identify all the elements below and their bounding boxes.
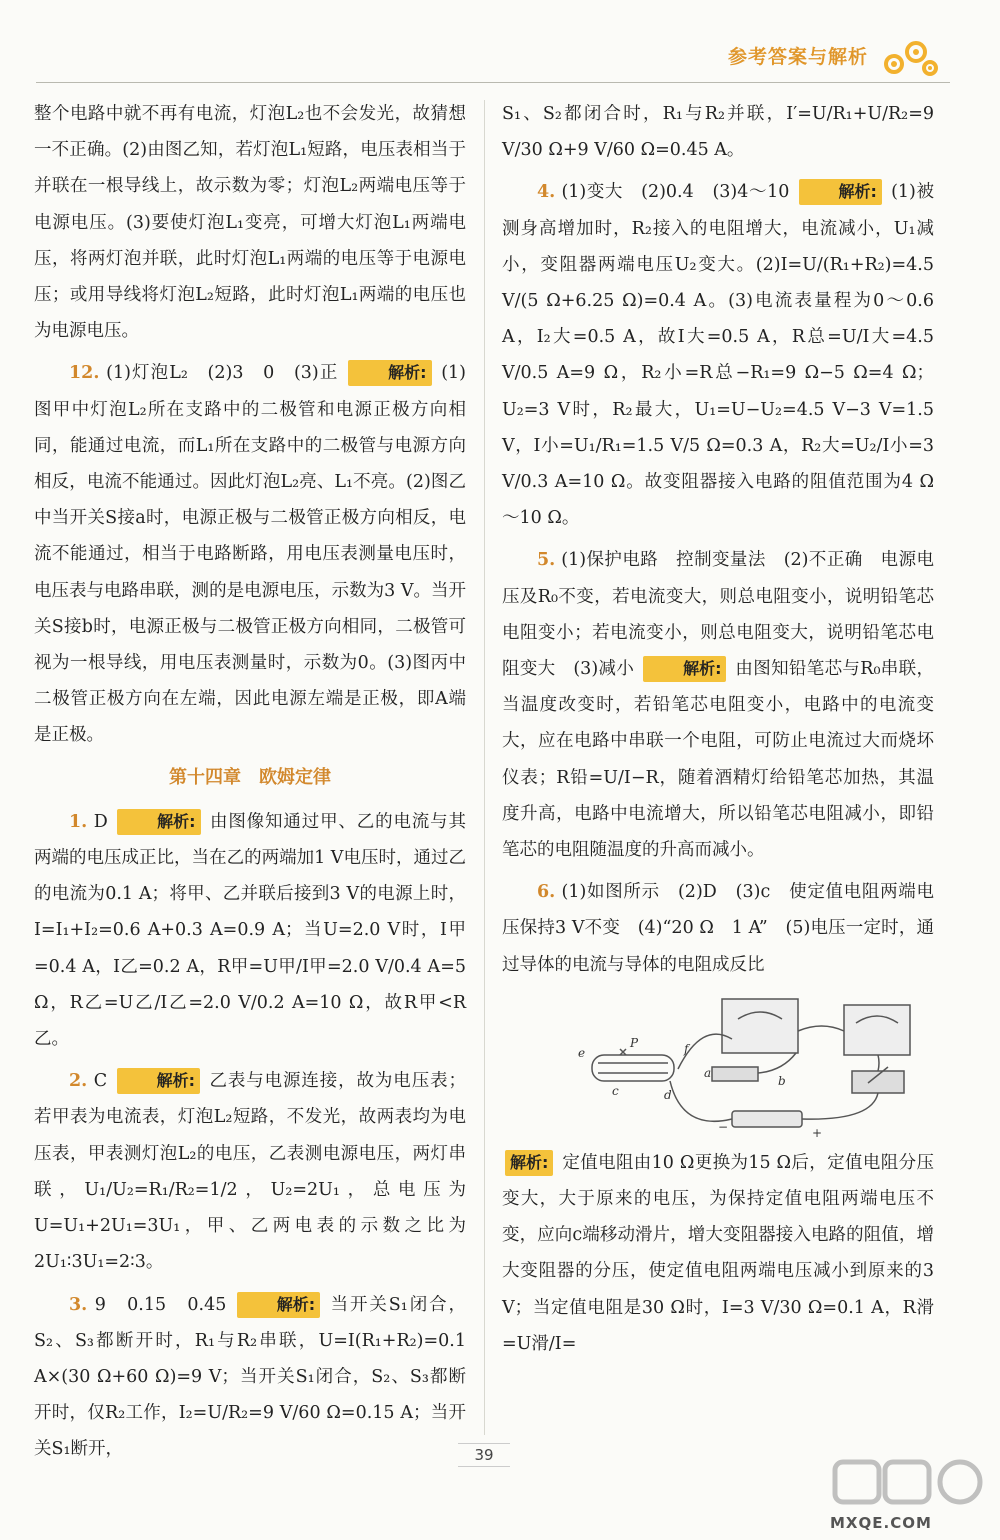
paragraph-continued: 整个电路中就不再有电流，灯泡L₂也不会发光，故猜想一不正确。(2)由图乙知，若灯泡L₁短路，电压表相当于并联在一根导线上，故示数为零；灯泡L₂两端电压等于电源电压。(3)要使灯泡L₁变亮，可增大灯泡L₁两端电压，将两灯泡并联，此时灯泡L₁两端的电压等于电源电压；或用导线将灯泡L₂短路，此时灯泡L₁两端的电压也为电源电压。 xyxy=(34,104,466,342)
right-column xyxy=(502,96,934,1368)
chapter-title: 第十四章 欧姆定律 xyxy=(169,766,331,788)
terminal-label-a: a xyxy=(704,1065,712,1080)
question-number: 2. xyxy=(69,1071,88,1092)
analysis-text: 定值电阻由10 Ω更换为15 Ω后，定值电阻分压变大，大于原来的电压，为保持定值电阻两端电压不变，应向c端移动滑片，增大变阻器接入电路的阻值，增大变阻器的分压，使定值电阻两端电压减小到原来的3 V；当定值电阻是30 Ω时，I=3 V/30 Ω=0.1 A，R滑=U滑/I= xyxy=(502,1152,934,1354)
analysis-badge: 解析: xyxy=(643,656,726,682)
answer: D xyxy=(93,811,108,832)
question-3 xyxy=(34,1287,466,1468)
analysis-text: (1)图甲中灯泡L₂所在支路中的二极管和电源正极方向相同，能通过电流，而L₁所在支路中的二极管与电源方向相反，电流不能通过。因此灯泡L₂亮、L₁不亮。(2)图乙中当开关S接a时，电源正极与二极管正极方向相反，电流不能通过，相当于电路断路，用电压表测量电压时，电压表与电路串联，测的是电源电压，示数为3 V。当开关S接b时，电源正极与二极管正极方向相同，二极管可视为一根导线，用电压表测量时，示数为0。(3)图丙中二极管正极方向在左端，因此电源左端是正极，即A端是正极。 xyxy=(34,363,466,746)
analysis-badge: 解析: xyxy=(799,179,882,205)
question-5 xyxy=(502,542,934,868)
analysis-text: (1)被测身高增加时，R₂接入的电阻增大，电流减小，U₁减小，变阻器两端电压U₂变大。(2)I=U/(R₁+R₂)=4.5 V/(5 Ω+6.25 Ω)=0.4 A。(3)电流表量程为0～0.6 A，I₂大=0.5 A，故I大=0.5 A，R总=U/I大=4.5 V/0.5 A=9 Ω，R₂小=R总−R₁=9 Ω−5 Ω=4 Ω；U₂=3 V时，R₂最大，U₁=U−U₂=4.5 V−3 V=1.5 V，I小=U₁/R₁=1.5 V/5 Ω=0.3 A，R₂大=U₂/I小=3 V/0.3 A=10 Ω。故变阻器接入电路的阻值范围为4 Ω～10 Ω。 xyxy=(502,182,934,529)
left-column xyxy=(34,96,466,1474)
watermark-site: MXQE.COM xyxy=(830,1514,932,1532)
answer: (1)保护电路 控制变量法 (2)不正确 电源电压及R₀不变，若电流变大，则总电阻变小，说明铅笔芯电阻变小；若电流变小，则总电阻变大，说明铅笔芯电阻变大 (3)减小 xyxy=(502,550,934,680)
question-number: 12. xyxy=(69,363,100,384)
column-divider xyxy=(484,100,485,1435)
question-number: 3. xyxy=(69,1294,88,1315)
page-number: 39 xyxy=(458,1443,510,1467)
header-rule xyxy=(36,82,950,83)
battery-minus-label: − xyxy=(718,1119,729,1134)
terminal-label-b: b xyxy=(778,1073,786,1088)
watermark-logo xyxy=(740,1456,990,1536)
answer: (1)灯泡L₂ (2)3 0 (3)正 xyxy=(106,363,339,384)
question-2 xyxy=(34,1063,466,1280)
paragraph-continued: S₁、S₂都闭合时，R₁与R₂并联，I′=U/R₁+U/R₂=9 V/30 Ω+9 V/60 Ω=0.45 A。 xyxy=(502,104,934,161)
circuit-diagram xyxy=(572,991,912,1141)
question-4 xyxy=(502,174,934,536)
terminal-label-f: f xyxy=(684,1041,689,1056)
answer: (1)变大 (2)0.4 (3)4～10 xyxy=(561,182,790,203)
question-12 xyxy=(34,355,466,753)
question-number: 6. xyxy=(537,882,556,903)
question-number: 1. xyxy=(69,811,88,832)
gears-icon xyxy=(880,36,940,78)
terminal-label-d: d xyxy=(664,1087,672,1102)
analysis-text: 由图知铅笔芯与R₀串联，当温度改变时，若铅笔芯电阻变小，电路中的电流变大，应在电路中串联一个电阻，可防止电流过大而烧坏仪表；R铅=U/I−R，随着酒精灯给铅笔芯加热，其温度升高，电路中电流增大，所以铅笔芯电阻减小，即铅笔芯的电阻随温度的升高而减小。 xyxy=(502,659,934,861)
analysis-badge: 解析: xyxy=(505,1150,553,1176)
question-number: 5. xyxy=(537,550,556,571)
page-header-title: 参考答案与解析 xyxy=(728,46,869,68)
question-6-analysis xyxy=(502,1145,934,1362)
question-6 xyxy=(502,874,934,983)
analysis-text: 当开关S₁闭合，S₂、S₃都断开时，R₁与R₂串联，U=I(R₁+R₂)=0.1 A×(30 Ω+60 Ω)=9 V；当开关S₁闭合，S₂、S₃都断开时，仅R₂工作，I₂=U/R₂=9 V/60 Ω=0.15 A；当开关S₁断开， xyxy=(34,1294,466,1460)
analysis-badge: 解析: xyxy=(117,1068,200,1094)
analysis-badge: 解析: xyxy=(348,360,431,386)
question-1 xyxy=(34,804,466,1057)
analysis-badge: 解析: xyxy=(237,1292,320,1318)
question-number: 4. xyxy=(537,182,556,203)
slider-label-p: P xyxy=(630,1035,639,1050)
terminal-label-c: c xyxy=(612,1083,619,1098)
analysis-text: 由图像知通过甲、乙的电流与其两端的电压成正比，当在乙的两端加1 V电压时，通过乙的电流为0.1 A；将甲、乙并联后接到3 V的电源上时，I=I₁+I₂=0.6 A+0.3 A=0.9 A；当U=2.0 V时，I甲=0.4 A，I乙=0.2 A，R甲=U甲/I甲=2.0 V/0.4 A=5 Ω，R乙=U乙/I乙=2.0 V/0.2 A=10 Ω，故R甲<R乙。 xyxy=(34,811,466,1050)
answer: (1)如图所示 (2)D (3)c 使定值电阻两端电压保持3 V不变 (4)“20 Ω 1 A” (5)电压一定时，通过导体的电流与导体的电阻成反比 xyxy=(502,882,934,975)
battery-plus-label: + xyxy=(812,1125,823,1140)
answer: 9 0.15 0.45 xyxy=(94,1294,227,1315)
answer: C xyxy=(93,1071,108,1092)
analysis-text: 乙表与电源连接，故为电压表；若甲表为电流表，灯泡L₂短路，不发光，故两表均为电压表，甲表测灯泡L₂的电压，乙表测电源电压，两灯串联，U₁/U₂=R₁/R₂=1/2，U₂=2U₁，总电压为U=U₁+2U₁=3U₁，甲、乙两电表的示数之比为2U₁∶3U₁=2∶3。 xyxy=(34,1071,466,1273)
analysis-badge: 解析: xyxy=(117,809,200,835)
terminal-label-e: e xyxy=(578,1045,586,1060)
watermark-stamp-icon xyxy=(740,1456,990,1516)
